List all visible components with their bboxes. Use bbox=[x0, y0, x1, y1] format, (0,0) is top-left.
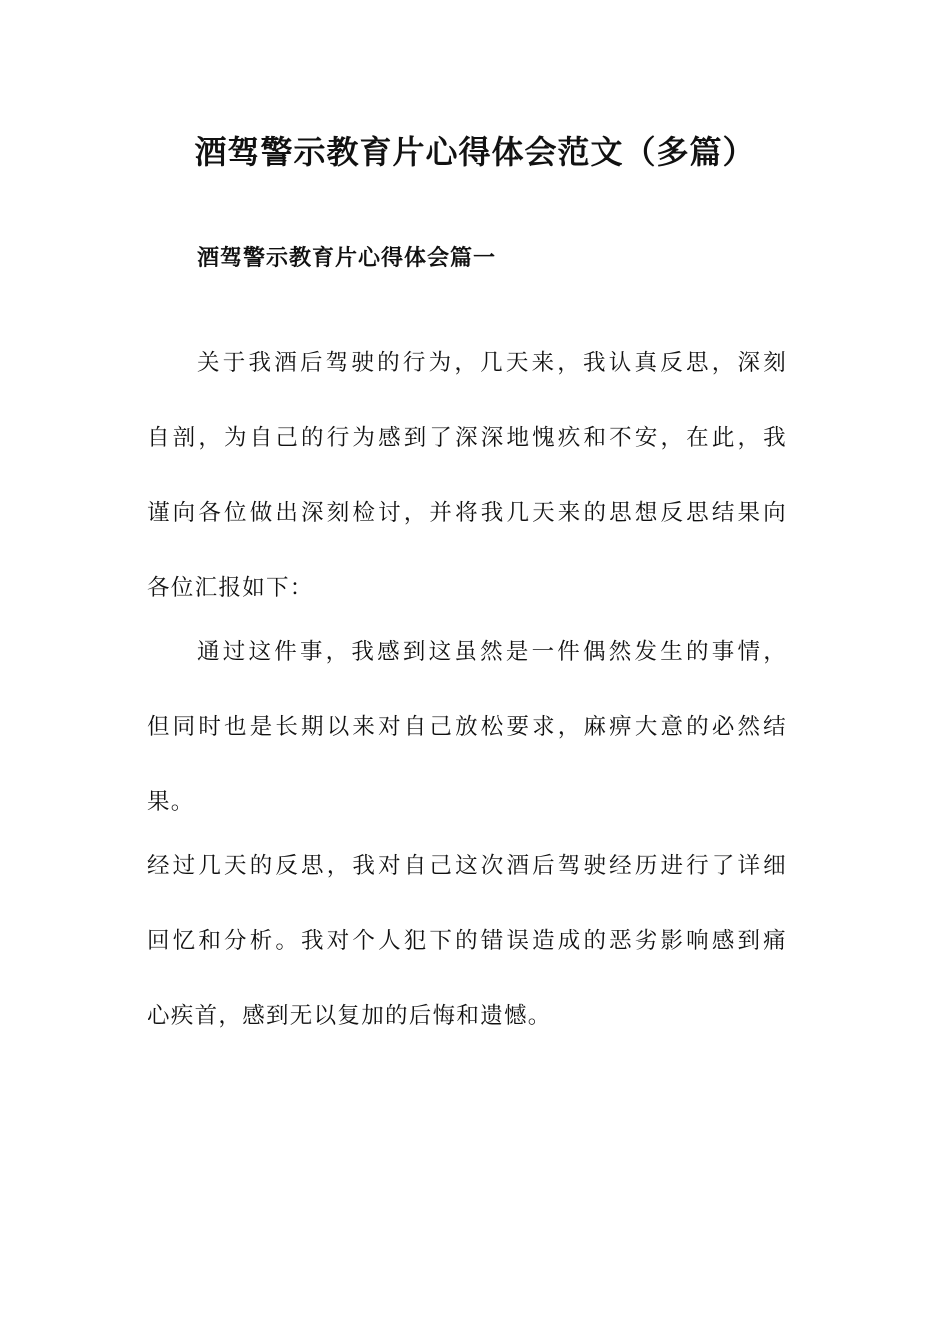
paragraph-line: 经过几天的反思，我对自己这次酒后驾驶经历进行了详细 bbox=[147, 853, 787, 879]
document-title: 酒驾警示教育片心得体会范文（多篇） bbox=[194, 133, 756, 171]
paragraph-line: 通过这件事，我感到这虽然是一件偶然发生的事情， bbox=[197, 639, 787, 665]
paragraph-line: 谨向各位做出深刻检讨，并将我几天来的思想反思结果向 bbox=[147, 500, 787, 526]
paragraph-line: 果。 bbox=[147, 789, 195, 815]
paragraph-line: 心疾首，感到无以复加的后悔和遗憾。 bbox=[147, 1003, 552, 1029]
paragraph-line: 但同时也是长期以来对自己放松要求，麻痹大意的必然结 bbox=[147, 714, 787, 740]
paragraph-line: 自剖，为自己的行为感到了深深地愧疚和不安，在此，我 bbox=[147, 425, 787, 451]
paragraph-line: 各位汇报如下： bbox=[147, 575, 314, 601]
section-heading: 酒驾警示教育片心得体会篇一 bbox=[197, 246, 497, 271]
paragraph-line: 关于我酒后驾驶的行为，几天来，我认真反思，深刻 bbox=[197, 350, 787, 376]
paragraph-line: 回忆和分析。我对个人犯下的错误造成的恶劣影响感到痛 bbox=[147, 928, 787, 954]
